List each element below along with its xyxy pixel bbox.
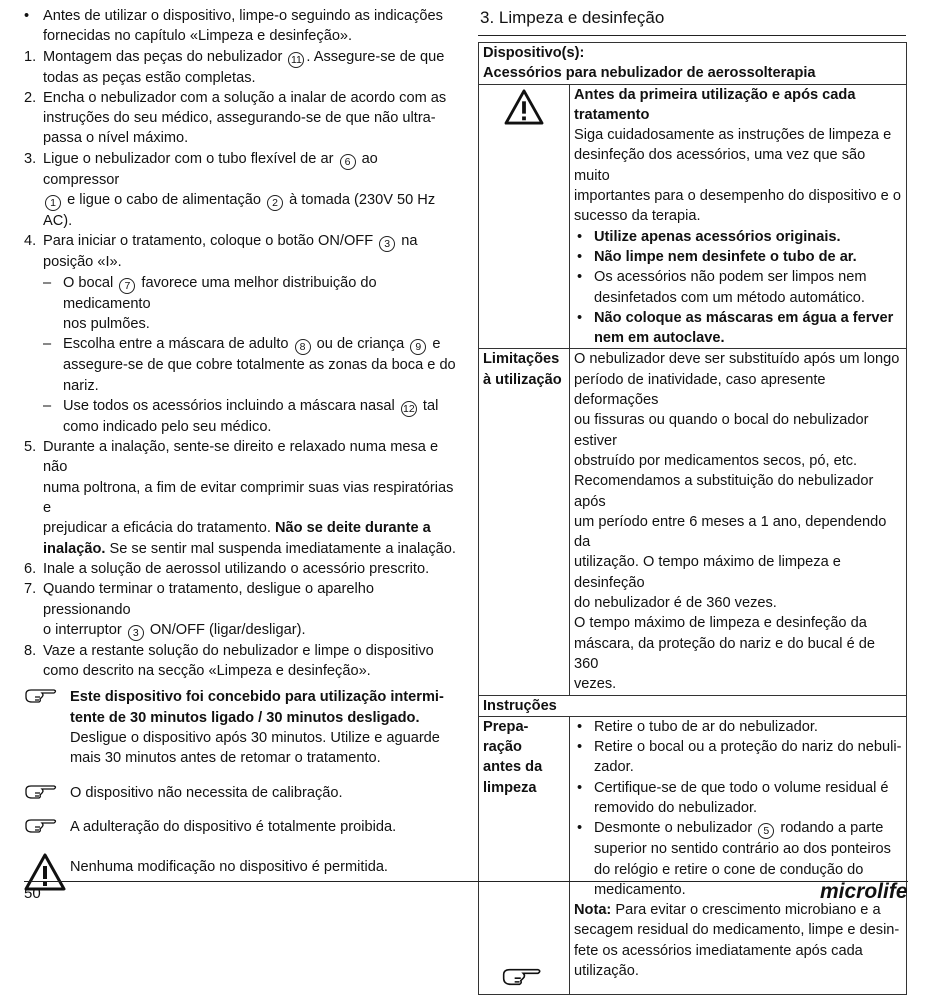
first-use-cell: Antes da primeira utilização e após cada tratamento Siga cuidadosamente as instruções de limpeza e desinfeção dos acessórios, uma vez que são muito importantes para o desempenho do dispositivo e o sucesso da terapia. • Utilize apenas acessórios originais. • Não limpe nem desinfete o tubo de ar. • Os acessórios não podem ser limpos nem desinfetados com um método automático. • Não coloque as máscaras em água a ferver nem em autoclave. xyxy=(570,84,907,349)
part-number-badge: 5 xyxy=(758,823,774,839)
section-title: 3. Limpeza e desinfeção xyxy=(480,8,665,27)
table-row xyxy=(479,349,907,695)
part-number-badge: 1 xyxy=(45,195,61,211)
list-item: • Retire o bocal ou a proteção do nariz do nebuli- zador. xyxy=(577,739,902,776)
part-number-badge: 6 xyxy=(340,154,356,170)
note-calibration: O dispositivo não necessita de calibração. xyxy=(24,783,456,803)
warning-icon xyxy=(504,89,544,125)
table-row xyxy=(479,43,907,85)
table-row xyxy=(479,695,907,716)
sub-item-accessories: – Use todos os acessórios incluindo a máscara nasal 12 tal como indicado pelo seu médico. xyxy=(43,397,439,435)
list-item: • Os acessórios não podem ser limpos nem desinfetados com um método automático. xyxy=(577,269,867,306)
list-item: • Desmonte o nebulizador 5 rodando a parte superior no sentido contrário ao dos ponteiros do relógio e retire o cone de condução do medicamento. xyxy=(577,820,891,898)
step-3: 3. Ligue o nebulizador com o tubo flexível de ar 6 ao compressor 1 e ligue o cabo de alimentação 2 à tomada (230V 50 Hz AC). xyxy=(24,150,436,230)
step-7: 7. Quando terminar o tratamento, desligue o aparelho pressionando o interruptor 3 ON/OFF (ligar/desligar). xyxy=(24,581,374,639)
instructions-header: Instruções xyxy=(479,695,907,716)
part-number-badge: 8 xyxy=(295,339,311,355)
instructions-column xyxy=(24,6,456,878)
limitations-cell: O nebulizador deve ser substituído após um longo período de inatividade, caso apresente deformações ou fissuras ou quando o bocal do nebulizador estiver obstruído por medicamentos secos, pó, etc. Recomendamos a substituição do nebulizador após um período entre 6 meses a 1 ano, dependendo da utilização. O tempo máximo de limpeza e desinfeção do nebulizador é de 360 vezes. O tempo máximo de limpeza e desinfeção da máscara, da proteção do nariz e do bucal é de 360 vezes. xyxy=(570,349,907,695)
list-item: • Não coloque as máscaras em água a ferver nem em autoclave. xyxy=(577,309,894,347)
step-8: 8. Vaze a restante solução do nebulizador e limpe o dispositivo como descrito na secção «Limpeza e desinfeção». xyxy=(24,642,434,680)
part-number-badge: 12 xyxy=(401,401,417,417)
part-number-badge: 2 xyxy=(267,195,283,211)
part-number-badge: 7 xyxy=(119,278,135,294)
step-6: 6. Inale a solução de aerossol utilizando o acessório prescrito. xyxy=(24,560,430,577)
title-divider xyxy=(478,35,906,36)
device-header: Dispositivo(s): Acessórios para nebulizador de aerossolterapia xyxy=(479,43,907,85)
step-5: 5. Durante a inalação, sente-se direito e relaxado numa mesa e não numa poltrona, a fim de evitar comprimir suas vias respiratórias e prejudicar a eficácia do tratamento. Não se deite durante a inalação. Se se sentir mal suspenda imediatamente a inalação. xyxy=(24,439,456,557)
step-4: 4. Para iniciar o tratamento, coloque o botão ON/OFF 3 na posição «I». xyxy=(24,233,418,271)
warning-cell xyxy=(479,84,570,349)
pointing-hand-icon xyxy=(24,817,58,841)
part-number-badge: 3 xyxy=(379,236,395,252)
table-row xyxy=(479,716,907,994)
brand-logo: microlife xyxy=(820,880,908,903)
page-number: 50 xyxy=(24,885,41,902)
footer-divider xyxy=(24,881,908,882)
list-item: • Retire o tubo de ar do nebulizador. xyxy=(577,718,818,735)
warning-modification: Nenhuma modificação no dispositivo é permitida. xyxy=(24,857,456,877)
pointing-hand-icon xyxy=(24,687,58,711)
list-item: • Utilize apenas acessórios originais. xyxy=(577,228,841,245)
table-row xyxy=(479,84,907,349)
part-number-badge: 11 xyxy=(288,52,304,68)
list-item: • Certifique-se de que todo o volume residual é removido do nebulizador. xyxy=(577,779,889,816)
part-number-badge: 9 xyxy=(410,339,426,355)
note-tampering: A adulteração do dispositivo é totalmente proibida. xyxy=(24,817,456,837)
cleaning-table xyxy=(478,42,907,995)
sub-item-mouthpiece: – O bocal 7 favorece uma melhor distribuição do medicamento nos pulmões. xyxy=(43,274,377,332)
step-2: 2. Encha o nebulizador com a solução a inalar de acordo com as instruções do seu médico, assegurando-se de que não ultra- passa o nível máximo. xyxy=(24,89,447,147)
pointing-hand-icon xyxy=(499,966,545,988)
sub-item-mask: – Escolha entre a máscara de adulto 8 ou de criança 9 e assegure-se de que cobre totalmente as zonas da boca e do nariz. xyxy=(43,336,456,394)
part-number-badge: 3 xyxy=(128,625,144,641)
preparation-cell: • Retire o tubo de ar do nebulizador. • Retire o bocal ou a proteção do nariz do nebuli- zador. • Certifique-se de que todo o volume residual é removido do nebulizador. • Desmonte o nebulizador 5 rodando a parte superior no sentido contrário ao dos ponteiros do relógio e retire o cone de condução do medicamento. Nota: Para evitar o crescimento microbiano e a secagem residual do medicamento, limpe e desin- fete os acessórios imediatamente após cada utilização. xyxy=(570,716,907,994)
note-usage: Este dispositivo foi concebido para utilização intermi- tente de 30 minutos ligado / 30 minutos desligado. Desligue o dispositivo após 30 minutos. Utilize e aguarde mais 30 minutos antes de retomar o tratamento. xyxy=(24,687,456,768)
list-item: • Não limpe nem desinfete o tubo de ar. xyxy=(577,248,857,265)
limitations-label: Limitações à utilização xyxy=(479,349,570,695)
pointing-hand-icon xyxy=(24,783,58,807)
preparation-label: Prepa- ração antes da limpeza xyxy=(479,716,570,994)
list-item: • Antes de utilizar o dispositivo, limpe-o seguindo as indicações fornecidas no capítulo «Limpeza e desinfeção». xyxy=(24,8,443,45)
step-1: 1. Montagem das peças do nebulizador 11 . Assegure-se de que todas as peças estão completas. xyxy=(24,48,445,86)
